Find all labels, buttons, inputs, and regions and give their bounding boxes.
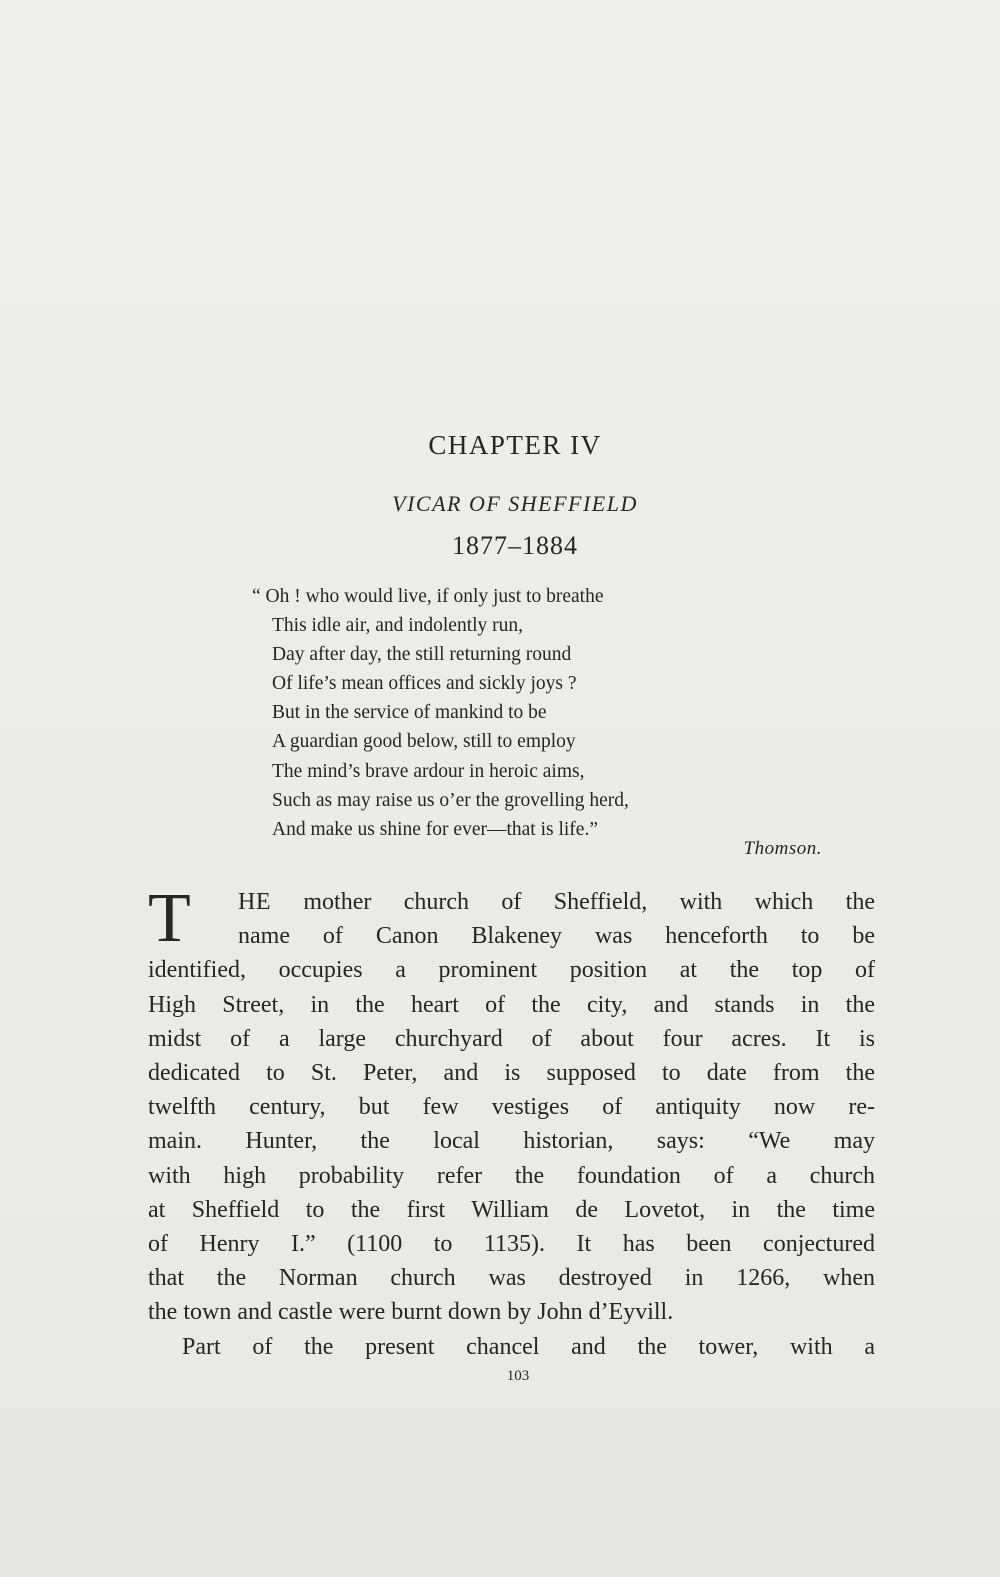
body-line: at Sheffield to the first William de Lovetot, in the time [148, 1196, 875, 1223]
chapter-subtitle: VICAR OF SHEFFIELD [392, 491, 638, 516]
body-line: midst of a large churchyard of about four acres. It is [148, 1025, 875, 1052]
epigraph-line: Day after day, the still returning round [272, 644, 572, 666]
body-line: the town and castle were burnt down by John d’Eyvill. [148, 1299, 674, 1326]
epigraph-line: But in the service of mankind to be [272, 702, 547, 724]
chapter-years: 1877–1884 [452, 531, 578, 560]
epigraph-line: And make us shine for ever—that is life.” [272, 818, 598, 840]
epigraph-attribution: Thomson. [743, 838, 822, 859]
chapter-title: CHAPTER IV [428, 430, 602, 460]
body-line: High Street, in the heart of the city, and stands in the [148, 991, 875, 1018]
body-line: with high probability refer the foundation of a church [148, 1162, 875, 1189]
body-text [148, 880, 875, 1364]
epigraph [252, 582, 832, 844]
body-line: that the Norman church was destroyed in 1266, when [148, 1265, 875, 1292]
body-line: Part of the present chancel and the tower, with a [182, 1333, 875, 1360]
epigraph-line: “ Oh ! who would live, if only just to breathe [252, 586, 604, 607]
body-line: twelfth century, but few vestiges of antiquity now re- [148, 1094, 875, 1121]
body-line: dedicated to St. Peter, and is supposed to date from the [148, 1060, 875, 1087]
body-line: main. Hunter, the local historian, says: “We may [148, 1128, 875, 1155]
epigraph-line: Such as may raise us o’er the grovelling herd, [272, 789, 629, 811]
epigraph-line: This idle air, and indolently run, [272, 615, 524, 637]
epigraph-line: The mind’s brave ardour in heroic aims, [272, 760, 585, 782]
epigraph-line: Of life’s mean offices and sickly joys ? [272, 673, 577, 695]
drop-cap: T [148, 880, 191, 957]
page-number: 103 [506, 1368, 530, 1384]
epigraph-line: A guardian good below, still to employ [272, 731, 576, 753]
body-line [148, 885, 875, 919]
body-line: identified, occupies a prominent position at the top of [148, 957, 875, 984]
first-line-caps: HE [238, 889, 271, 915]
body-line: of Henry I.” (1100 to 1135). It has been conjectured [148, 1231, 875, 1258]
body-line-text: mother church of Sheffield, with which the [271, 889, 875, 915]
body-line: name of Canon Blakeney was henceforth to be [238, 923, 875, 950]
